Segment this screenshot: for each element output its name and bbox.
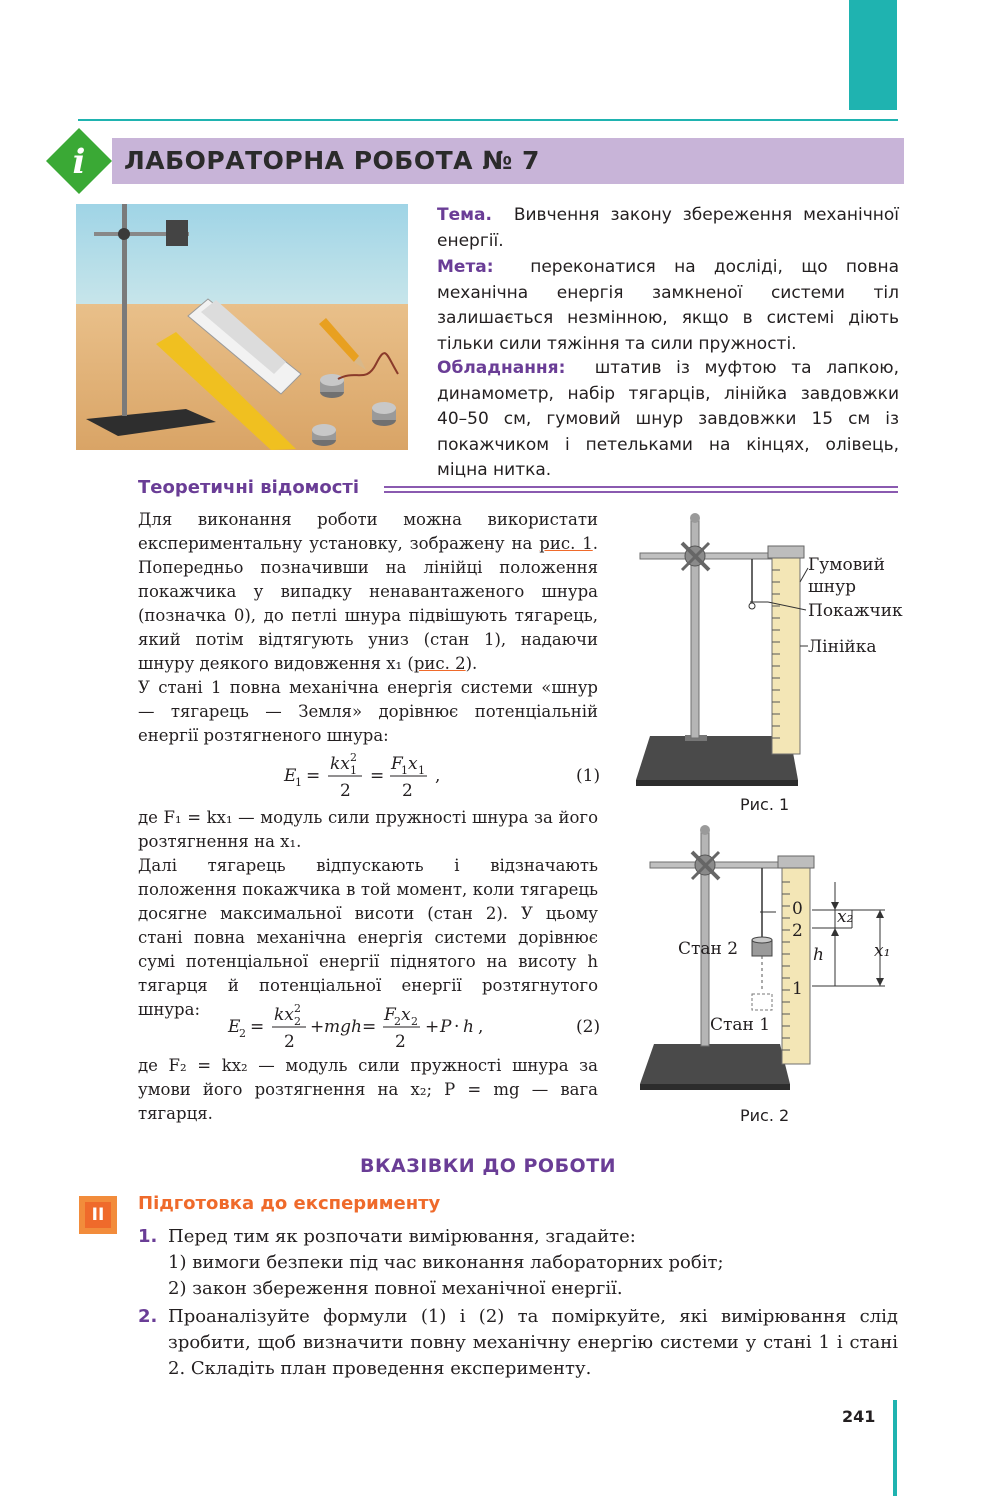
svg-text:2: 2 bbox=[402, 781, 413, 801]
svg-text:2: 2 bbox=[239, 1027, 246, 1040]
svg-text:=: = bbox=[250, 1017, 265, 1037]
page-number: 241 bbox=[842, 1407, 876, 1426]
svg-text:E: E bbox=[284, 766, 297, 786]
svg-text:P: P bbox=[440, 1017, 452, 1037]
svg-text:F: F bbox=[391, 754, 403, 774]
tick-2: 2 bbox=[792, 921, 803, 941]
page-side-bar bbox=[893, 1400, 897, 1496]
svg-text:,: , bbox=[478, 1017, 484, 1037]
svg-text:2: 2 bbox=[294, 1015, 301, 1028]
svg-text:h: h bbox=[463, 1017, 474, 1037]
item-1-sub-1: 1) вимоги безпеки під час виконання лабораторних робіт; bbox=[168, 1252, 724, 1273]
equation-2-number: (2) bbox=[576, 1017, 600, 1037]
equipment-photo bbox=[76, 204, 408, 450]
equipment-label: Обладнання: bbox=[437, 358, 566, 378]
label-ruler: Лінійка bbox=[808, 637, 877, 657]
page-title: ЛАБОРАТОРНА РОБОТА № 7 bbox=[124, 146, 540, 175]
top-tab-decoration bbox=[849, 0, 897, 110]
svg-text:2: 2 bbox=[294, 1002, 301, 1015]
svg-text:=: = bbox=[306, 766, 321, 786]
topic-text: Вивчення закону збереження механічної енергії. bbox=[437, 205, 900, 251]
goal-text: переконатися на досліді, що повна механічна енергія замкненої системи тіл залишається незмінною, якщо в системі діють тільки сили тяжіння та сили пружності. bbox=[437, 257, 900, 354]
p1-text-c: ). bbox=[465, 654, 478, 673]
p1-text-a: Для виконання роботи можна використати експериментальну установку, зображену на bbox=[138, 510, 598, 553]
item-2-number: 2. bbox=[138, 1306, 158, 1327]
tick-1: 1 bbox=[792, 979, 803, 999]
svg-text:1: 1 bbox=[401, 764, 408, 777]
svg-text:+: + bbox=[310, 1017, 325, 1037]
svg-text:·: · bbox=[454, 1017, 460, 1037]
label-h: h bbox=[813, 945, 824, 965]
svg-text:,: , bbox=[435, 766, 441, 786]
svg-text:1: 1 bbox=[295, 776, 302, 789]
item-2-text: Проаналізуйте формули (1) і (2) та поміркуйте, які вимірювання слід зробити, щоб визначити повну механічну енергію системи у стані 1 і стані 2. Складіть план проведення експерименту. bbox=[168, 1306, 898, 1379]
heading-rule-bottom bbox=[384, 491, 898, 493]
label-rubber: Гумовий bbox=[808, 555, 885, 575]
goal-paragraph bbox=[437, 255, 899, 357]
item-1-number: 1. bbox=[138, 1226, 158, 1247]
svg-text:x: x bbox=[408, 754, 418, 774]
label-x1: x₁ bbox=[874, 941, 891, 961]
figure-1-diagram bbox=[630, 510, 920, 800]
svg-text:2: 2 bbox=[340, 781, 351, 801]
theory-paragraph-3: Далі тягарець відпускають і відзначають положення покажчика в той момент, коли тягарець досягне максимальної висоти (стан 2). У цьому стані повна механічна енергія системи дорівнює сумі потенціальної енергії піднятого на висоту h тягарця й потенціальної енергії розтягнутого шнура: bbox=[138, 856, 598, 1019]
equation-2 bbox=[210, 1002, 600, 1054]
theory-where-2: де F₂ = kx₂ — модуль сили пружності шнура за умови його розтягнення на x₂; P = mg — вага тягарця. bbox=[138, 1056, 598, 1123]
info-icon bbox=[44, 126, 114, 196]
label-cord: шнур bbox=[808, 577, 857, 597]
figure-2-caption: Рис. 2 bbox=[740, 1106, 790, 1125]
label-x2: x₂ bbox=[837, 907, 854, 927]
svg-text:=: = bbox=[362, 1017, 377, 1037]
svg-text:2: 2 bbox=[411, 1015, 418, 1028]
item-1-text: Перед тим як розпочати вимірювання, згадайте: bbox=[168, 1226, 636, 1247]
topic-label: Тема. bbox=[437, 205, 492, 225]
svg-text:2: 2 bbox=[395, 1032, 406, 1052]
svg-text:i: i bbox=[72, 142, 86, 182]
svg-text:+: + bbox=[425, 1017, 440, 1037]
section-badge-label: II bbox=[85, 1202, 111, 1228]
equipment-paragraph bbox=[437, 356, 899, 484]
figure-2-diagram bbox=[630, 822, 905, 1102]
fig1-reference: рис. 1 bbox=[539, 534, 593, 553]
equipment-text: штатив із муфтою та лапкою, динамометр, набір тягарців, лінійка завдовжки 40–50 см, гумовий шнур завдовжки 15 см із покажчиком і петельками на кінцях, олівець, міцна нитка. bbox=[437, 358, 899, 480]
label-state1: Стан 1 bbox=[710, 1015, 771, 1035]
tick-0: 0 bbox=[792, 899, 803, 919]
item-1-sub-2: 2) закон збереження повної механічної енергії. bbox=[168, 1278, 623, 1299]
svg-text:F: F bbox=[384, 1005, 396, 1025]
svg-text:kx: kx bbox=[274, 1005, 294, 1025]
label-state2: Стан 2 bbox=[678, 939, 739, 959]
theory-paragraph-1 bbox=[138, 508, 598, 676]
svg-text:1: 1 bbox=[350, 764, 357, 777]
label-pointer: Покажчик bbox=[808, 601, 903, 621]
goal-label: Мета: bbox=[437, 257, 494, 277]
svg-text:1: 1 bbox=[418, 764, 425, 777]
svg-text:x: x bbox=[401, 1005, 411, 1025]
svg-text:=: = bbox=[370, 766, 385, 786]
svg-text:E: E bbox=[228, 1017, 241, 1037]
svg-text:2: 2 bbox=[394, 1015, 401, 1028]
topic-paragraph bbox=[437, 203, 899, 254]
theory-heading: Теоретичні відомості bbox=[138, 477, 360, 498]
p1-text-b: . Попередньо позначивши на лінійці положення покажчика у випадку ненавантаженого шнура (позначка 0), до петлі шнура підвішують тягарець, який потім відтягують униз (стан 1), надаючи шнуру деякого видовження x₁ ( bbox=[138, 534, 598, 673]
svg-text:2: 2 bbox=[350, 752, 357, 764]
svg-text:2: 2 bbox=[284, 1032, 295, 1052]
equation-1-number: (1) bbox=[576, 766, 600, 786]
svg-text:mgh: mgh bbox=[324, 1017, 362, 1037]
instructions-heading: ВКАЗІВКИ ДО РОБОТИ bbox=[360, 1155, 617, 1177]
theory-where-1: де F₁ = kx₁ — модуль сили пружності шнура за його розтягнення на x₁. bbox=[138, 808, 598, 851]
prep-heading: Підготовка до експерименту bbox=[138, 1193, 441, 1214]
heading-rule-top bbox=[384, 486, 898, 488]
equation-1 bbox=[270, 752, 600, 802]
svg-text:kx: kx bbox=[330, 754, 350, 774]
top-rule bbox=[78, 119, 898, 121]
theory-paragraph-2: У стані 1 повна механічна енергія системи «шнур — тягарець — Земля» дорівнює потенціальній енергії розтягненого шнура: bbox=[138, 678, 598, 745]
figure-1-caption: Рис. 1 bbox=[740, 795, 790, 814]
fig2-reference: рис. 2 bbox=[413, 654, 466, 673]
